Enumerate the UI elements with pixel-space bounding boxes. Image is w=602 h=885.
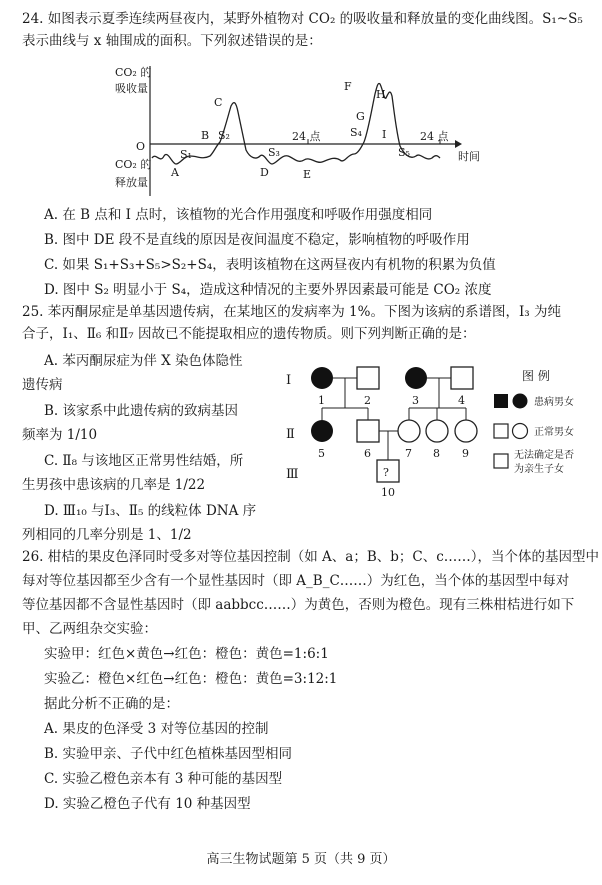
tick-24-first: 24 点 — [292, 130, 321, 143]
q26-option-d: D. 实验乙橙色子代有 10 种基因型 — [44, 796, 251, 812]
individual-I2 — [357, 367, 379, 389]
individual-I3 — [405, 367, 427, 389]
page-footer: 高三生物试题第 5 页（共 9 页） — [206, 852, 396, 867]
legend-affected-male — [494, 394, 508, 408]
point-G: G — [356, 110, 365, 123]
individual-II7 — [398, 420, 420, 442]
id-4: 4 — [458, 394, 465, 407]
id-2: 2 — [364, 394, 371, 407]
gen-I: Ⅰ — [286, 373, 292, 388]
q26-stem-line3: 等位基因都不含显性基因时（即 aabbcc……）为黄色，否则为橙色。现有三株柑桔进行如下 — [22, 597, 575, 613]
q26-stem-line2: 每对等位基因都至少含有一个显性基因时（即 A_B_C……）为红色，当个体的基因型中每对 — [22, 573, 570, 589]
q25-stem-line1: 25. 苯丙酮尿症是单基因遗传病，在某地区的发病率为 1%。下图为该病的系谱图，Ⅰ₃ 为纯 — [22, 304, 562, 320]
legend-normal-male — [494, 424, 508, 438]
co2-curve-chart — [110, 60, 510, 200]
q26-stem-line1: 26. 柑桔的果皮色泽同时受多对等位基因控制（如 A、a；B、b；C、c……），当个体的基因型中 — [22, 549, 600, 565]
q25-option-c-1: C. Ⅱ₈ 与该地区正常男性结婚，所 — [44, 453, 244, 469]
id-8: 8 — [433, 447, 440, 460]
q24-option-a: A. 在 B 点和 I 点时，该植物的光合作用强度和呼吸作用强度相同 — [44, 207, 433, 223]
q25-option-d-1: D. Ⅲ₁₀ 与Ⅰ₃、Ⅱ₅ 的线粒体 DNA 序 — [44, 503, 257, 519]
tick-24-second: 24 点 — [420, 130, 449, 143]
point-I: I — [382, 128, 387, 141]
area-S5: S₅ — [398, 146, 410, 159]
point-H: H — [376, 88, 386, 101]
area-S3: S₃ — [268, 146, 280, 159]
q26-option-b: B. 实验甲亲、子代中红色植株基因型相同 — [44, 746, 293, 762]
area-S1: S₁ — [180, 148, 192, 161]
y-label-top2: 吸收量 — [115, 82, 148, 95]
q24-option-b: B. 图中 DE 段不是直线的原因是夜间温度不稳定，影响植物的呼吸作用 — [44, 232, 470, 248]
y-label-top: CO₂ 的 — [115, 66, 152, 79]
legend-normal-text: 正常男女 — [534, 427, 574, 438]
id-10: 10 — [381, 486, 395, 499]
q24-stem-line2: 表示曲线与 x 轴围成的面积。下列叙述错误的是： — [22, 33, 322, 49]
q25-option-c-2: 生男孩中患该病的几率是 1/22 — [22, 477, 206, 493]
x-unit-label: 时间 — [458, 150, 480, 163]
q24-option-c: C. 如果 S₁+S₃+S₅>S₂+S₄，表明该植物在这两昼夜内有机物的积累为负值 — [44, 257, 496, 273]
individual-II5 — [311, 420, 333, 442]
origin-label: O — [136, 140, 146, 153]
point-C: C — [214, 96, 223, 109]
legend-affected-female — [513, 394, 528, 409]
id-6: 6 — [364, 447, 371, 460]
point-B: B — [201, 129, 210, 142]
q25-stem-line2: 合子，Ⅰ₁、Ⅱ₆ 和Ⅱ₇ 因故已不能提取相应的遗传物质。则下列判断正确的是： — [22, 326, 476, 342]
legend-unknown-text2: 为亲生子女 — [514, 464, 564, 475]
gen-II: Ⅱ — [286, 427, 295, 442]
q26-stem-line4: 甲、乙两组杂交实验： — [22, 621, 157, 637]
q24-option-d: D. 图中 S₂ 明显小于 S₄，造成这种情况的主要外界因素最可能是 CO₂ 浓度 — [44, 282, 492, 298]
q25-option-a-1: A. 苯丙酮尿症为伴 X 染色体隐性 — [44, 353, 243, 369]
individual-II8 — [426, 420, 448, 442]
individual-I1 — [311, 367, 333, 389]
individual-II6 — [357, 420, 379, 442]
area-S2: S₂ — [218, 129, 230, 142]
legend-title: 图 例 — [522, 369, 550, 383]
id-9: 9 — [462, 447, 469, 460]
q26-experiment-b: 实验乙：橙色×红色→红色：橙色：黄色=3:12:1 — [44, 671, 338, 687]
legend-affected-text: 患病男女 — [534, 397, 574, 408]
co2-curve — [152, 83, 440, 164]
gen-III: Ⅲ — [286, 467, 299, 482]
q24-stem-line1: 24. 如图表示夏季连续两昼夜内，某野外植物对 CO₂ 的吸收量和释放量的变化曲线图。S₁~S₅ — [22, 11, 583, 27]
id-5: 5 — [318, 447, 325, 460]
y-label-bottom2: 释放量 — [115, 176, 148, 189]
q25-option-b-2: 频率为 1/10 — [22, 427, 98, 443]
legend-unknown-text1: 无法确定是否 — [514, 450, 574, 461]
q26-experiment-a: 实验甲：红色×黄色→红色：橙色：黄色=1:6:1 — [44, 646, 329, 662]
legend-unknown-box — [494, 454, 508, 468]
id-1: 1 — [318, 394, 325, 407]
id-3: 3 — [412, 394, 419, 407]
area-S4: S₄ — [350, 126, 362, 139]
id-unknown-mark: ? — [383, 466, 389, 479]
q25-option-b-1: B. 该家系中此遗传病的致病基因 — [44, 403, 239, 419]
individual-I4 — [451, 367, 473, 389]
individual-II9 — [455, 420, 477, 442]
y-label-bottom: CO₂ 的 — [115, 158, 152, 171]
q26-ask: 据此分析不正确的是： — [44, 696, 179, 712]
id-7: 7 — [405, 447, 412, 460]
point-F: F — [344, 80, 352, 93]
q25-option-d-2: 列相同的几率分别是 1、1/2 — [22, 527, 192, 543]
q26-option-a: A. 果皮的色泽受 3 对等位基因的控制 — [44, 721, 269, 737]
point-E: E — [303, 168, 312, 181]
q25-option-a-2: 遗传病 — [22, 377, 63, 393]
q26-option-c: C. 实验乙橙色亲本有 3 种可能的基因型 — [44, 771, 283, 787]
legend-normal-female — [513, 424, 528, 439]
pedigree-chart — [282, 358, 602, 502]
point-A: A — [171, 166, 179, 179]
point-D: D — [260, 166, 269, 179]
